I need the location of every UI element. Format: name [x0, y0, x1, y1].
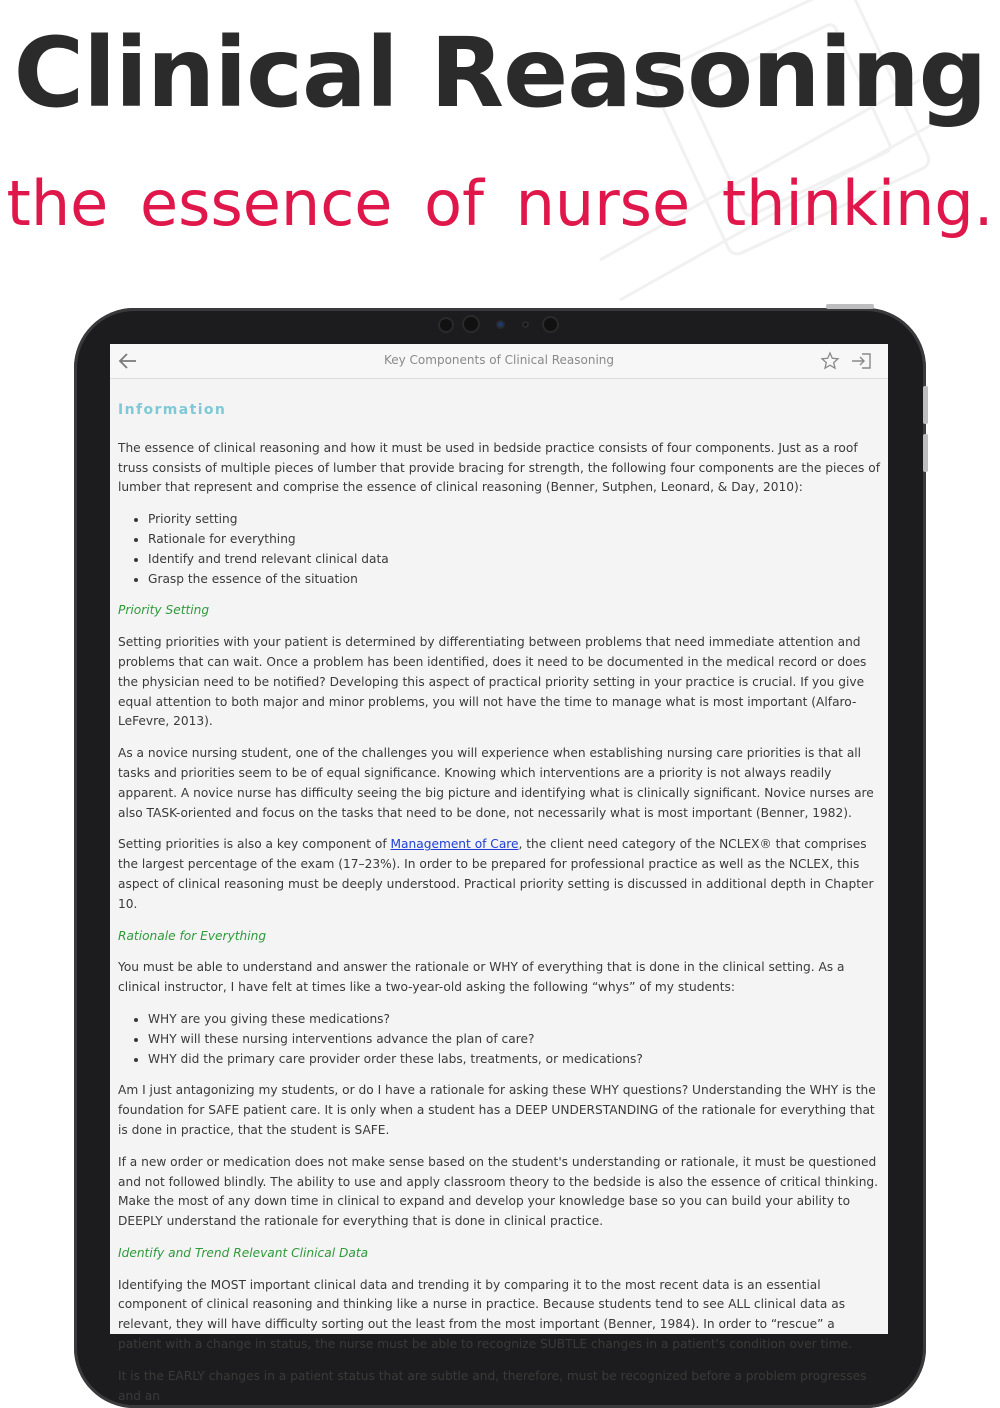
- subheading-identify-trend: Identify and Trend Relevant Clinical Data: [118, 1245, 369, 1260]
- subheading-priority-setting: Priority Setting: [118, 603, 210, 618]
- list-item: • WHY are you giving these medications?: [148, 1010, 880, 1030]
- paragraph: Identifying the MOST important clinical data and trending it by comparing it to the most recent data is an essential component of clinical reasoning and thinking like a nurse in practice. Because students tend to see ALL clinical data as relevant, they will have difficulty sorting out the least from the most important (Benner, 1984). In order to “rescue” a patient with a change in status, the nurse must be able to recognize SUBTLE changes in a patient's condition over time.: [118, 1277, 852, 1352]
- subheading-rationale: Rationale for Everything: [118, 928, 267, 943]
- section-heading-information: Information: [118, 402, 227, 418]
- paragraph: You must be able to understand and answer the rationale or WHY of everything that is done in the clinical setting. As a clinical instructor, I have felt at times like a two-year-old asking the following “whys” of my students:: [118, 960, 845, 995]
- text: , the client need category of the NCLEX® that comprises the largest percentage of the exam (17–23%). In order to be prepared for professional practice as well as the NCLEX, this aspect of clinical reasoning must be deeply understood. Practical priority setting is discussed in additional depth in Chapter 10.: [118, 837, 874, 911]
- list-item: • Identify and trend relevant clinical data: [148, 550, 880, 570]
- management-of-care-link[interactable]: Management of Care: [390, 837, 519, 852]
- list-item: • WHY will these nursing interventions advance the plan of care?: [148, 1030, 880, 1050]
- list-item: • Grasp the essence of the situation: [148, 570, 880, 590]
- components-list: [118, 510, 880, 589]
- camera-lens: [464, 317, 478, 331]
- hero-subtitle: the essence of nurse thinking.: [6, 167, 994, 240]
- camera-sensor-right: [544, 318, 557, 331]
- exit-icon[interactable]: [850, 352, 872, 370]
- paragraph: If a new order or medication does not make sense based on the student's understanding or rationale, it must be questioned and not followed blindly. The ability to use and apply classroom theory to the bedside is also the essence of critical thinking. Make the most of any down time in clinical to expand and develop your knowledge base so you can build your ability to DEEPLY understand the rationale for everything that is done in clinical practice.: [118, 1154, 879, 1229]
- list-item: • WHY did the primary care provider order these labs, treatments, or medications?: [148, 1050, 880, 1070]
- nav-title: Key Components of Clinical Reasoning: [383, 353, 615, 367]
- hero-title: Clinical Reasoning: [13, 17, 987, 129]
- list-item: • Rationale for everything: [148, 530, 880, 550]
- paragraph: Am I just antagonizing my students, or do I have a rationale for asking these WHY questions? Understanding the WHY is the foundation for SAFE patient care. It is only when a student has a DEEP UNDERSTANDING of the rationale for everything that is done in practice, that the student is SAFE.: [118, 1083, 876, 1137]
- paragraph: As a novice nursing student, one of the challenges you will experience when establishing nursing care priorities is that all tasks and priorities seem to be of equal significance. Knowing which interventions are a priority is not always readily apparent. A novice nurse has difficulty seeing the big picture and identifying what is clinically significant. Novice nurses are also TASK-oriented and focus on the tasks that need to be done, not necessarily what is most important (Benner, 1982).: [118, 746, 874, 820]
- paragraph: It is the EARLY changes in a patient status that are subtle and, therefore, must be recognized before a problem progresses and an: [118, 1368, 867, 1403]
- camera-indicator: [498, 322, 503, 327]
- camera-sensor: [440, 319, 452, 331]
- tablet-top-button: [826, 304, 874, 309]
- whys-list: [118, 1010, 880, 1069]
- list-item: • Priority setting: [148, 510, 880, 530]
- paragraph: Setting priorities with your patient is determined by differentiating between problems that need immediate attention and problems that can wait. Once a problem has been identified, does it need to be documented in the medical record or does the physician need to be notified? Developing this aspect of practical priority setting in your practice is crucial. If you give equal attention to both major and minor problems, you will not have the time to manage what is most important (Alfaro-LeFevre, 2013).: [118, 635, 867, 729]
- navigation-bar: [110, 344, 888, 379]
- paragraph-management-of-care: [118, 835, 880, 914]
- app-screen: [110, 344, 888, 1403]
- article-content: [110, 379, 888, 1406]
- camera-bar: [436, 316, 566, 334]
- star-icon[interactable]: [820, 351, 840, 371]
- camera-dot: [524, 323, 527, 326]
- tablet-volume-down-button: [923, 434, 928, 472]
- tablet-volume-up-button: [923, 386, 928, 424]
- text: Setting priorities is also a key component of: [118, 837, 391, 852]
- intro-paragraph: The essence of clinical reasoning and how it must be used in bedside practice consists of four components. Just as a roof truss consists of multiple pieces of lumber that provide bracing for strength, the following four components are the pieces of lumber that represent and comprise the essence of clinical reasoning (Benner, Sutphen, Leonard, & Day, 2010):: [118, 440, 881, 495]
